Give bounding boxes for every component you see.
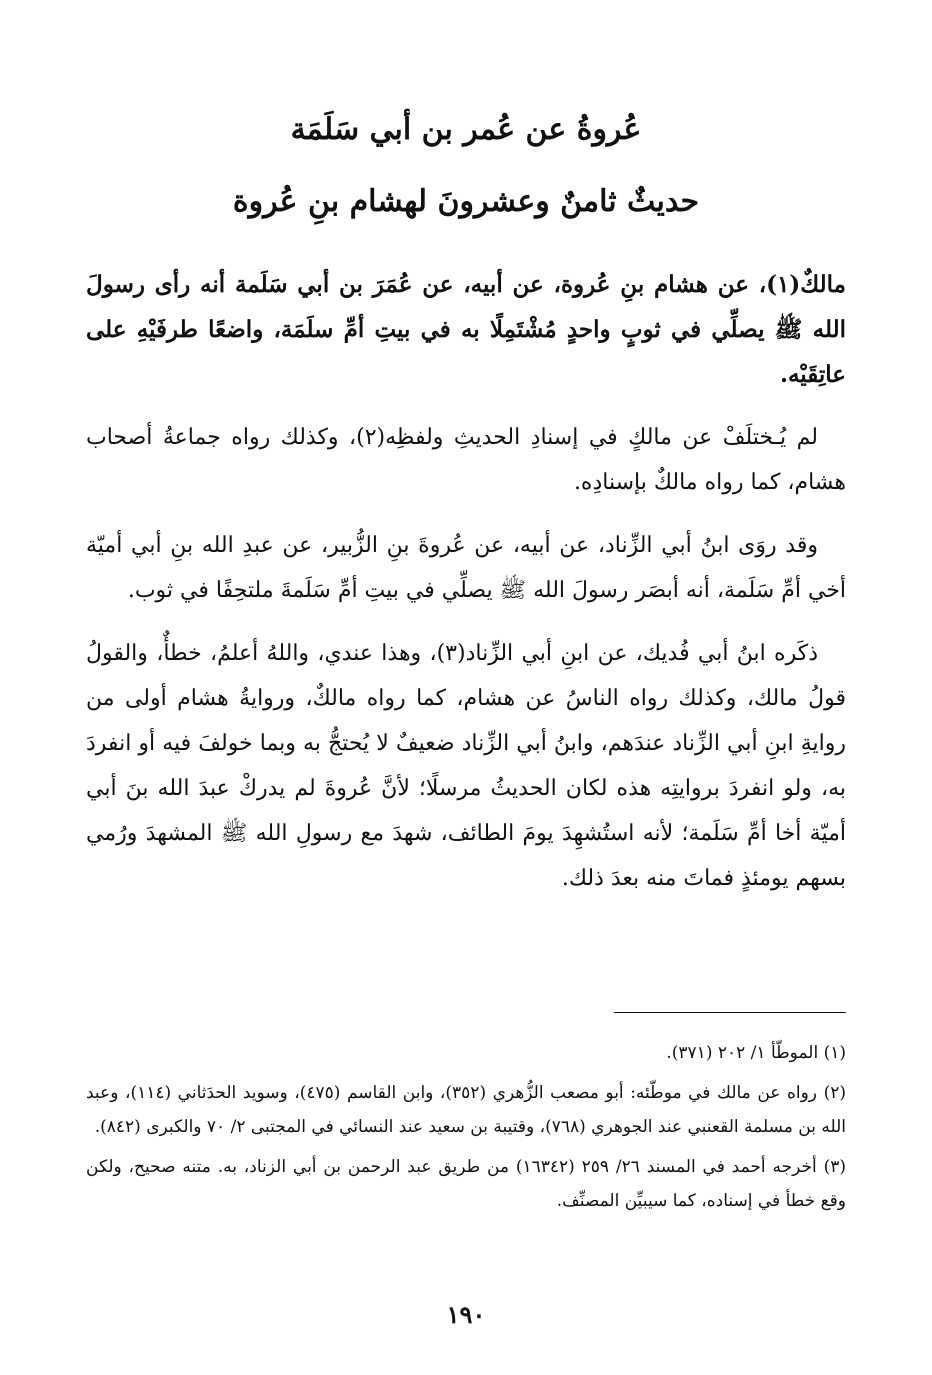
commentary-paragraph: لم يُـختلَفْ عن مالكٍ في إسنادِ الحديثِ ولفظِه(٢)، وكذلك رواه جماعةُ أصحاب هشام، كما رواه مالكٌ بإسنادِه.: [86, 425, 846, 495]
main-text: [86, 262, 846, 919]
commentary-paragraph: وقد روَى ابنُ أبي الزِّناد، عن أبيه، عن عُروةَ بنِ الزُّبير، عن عبدِ الله بنِ أبي أميّة أخي أمِّ سَلَمة، أنه أبصَر رسولَ الله ﷺ يصلِّي في بيتِ أمِّ سَلَمةَ ملتحِفًا في ثوب.: [86, 533, 846, 603]
commentary-paragraph: ذكَره ابنُ أبي فُديك، عن ابنِ أبي الزِّناد(٣)، وهذا عندي، واللهُ أعلمُ، خطأٌ، والقولُ قولُ مالك، وكذلك رواه الناسُ عن هشام، كما رواه مالكٌ، وروايةُ هشام أولى من روايةِ ابنِ أبي الزِّناد عندَهم، وابنُ أبي الزِّناد ضعيفٌ لا يُحتجُّ به وبما خولفَ فيه أو انفردَ به، ولو انفردَ بروايتِه هذه لكان الحديثُ مرسلًا؛ لأنَّ عُروةَ لم يدركْ عبدَ الله بنَ أبي أميّة أخا أمِّ سَلَمة؛ لأنه استُشهِدَ يومَ الطائف، شهدَ مع رسولِ الله ﷺ المشهدَ ورُمي بسهم يومئذٍ فماتَ منه بعدَ ذلك.: [86, 641, 846, 891]
footnote: (٢) رواه عن مالك في موطّئه: أبو مصعب الزُّهري (٣٥٢)، وابن القاسم (٤٧٥)، وسويد الحدَثاني (١١٤)، وعبد الله بن مسلمة القعنبي عند الجوهري (٧٦٨)، وقتيبة بن سعيد عند النسائي في المجتبى ٢/ ٧٠ والكبرى (٨٤٢).: [86, 1083, 846, 1137]
hadith-text: مالكٌ(١)، عن هشام بنِ عُروة، عن أبيه، عن عُمَرَ بن أبي سَلَمة أنه رأى رسولَ الله ﷺ يصلِّي في ثوبٍ واحدٍ مُشْتَمِلًا به في بيتِ أمِّ سلَمَة، واضعًا طرفَيْهِ على عاتِقَيْه.: [86, 271, 846, 388]
footnote: (٣) أخرجه أحمد في المسند ٢٦/ ٢٥٩ (١٦٣٤٢) من طريق عبد الرحمن بن أبي الزناد، به. متنه صحيح، ولكن وقع خطأ في إسناده، كما سيبيِّن المصنِّف.: [86, 1157, 846, 1211]
page-number: ١٩٠: [446, 1300, 486, 1329]
footnote-divider: [614, 1012, 846, 1013]
footnote: (١) الموطّأ ١/ ٢٠٢ (٣٧١).: [666, 1043, 846, 1063]
hadith-subtitle: حديثٌ ثامنٌ وعشرونَ لهشام بنِ عُروة: [232, 184, 700, 219]
chapter-title: عُروةُ عن عُمر بن أبي سَلَمَة: [290, 112, 642, 147]
footnotes: [86, 1036, 846, 1224]
chapter-heading: [0, 110, 932, 222]
